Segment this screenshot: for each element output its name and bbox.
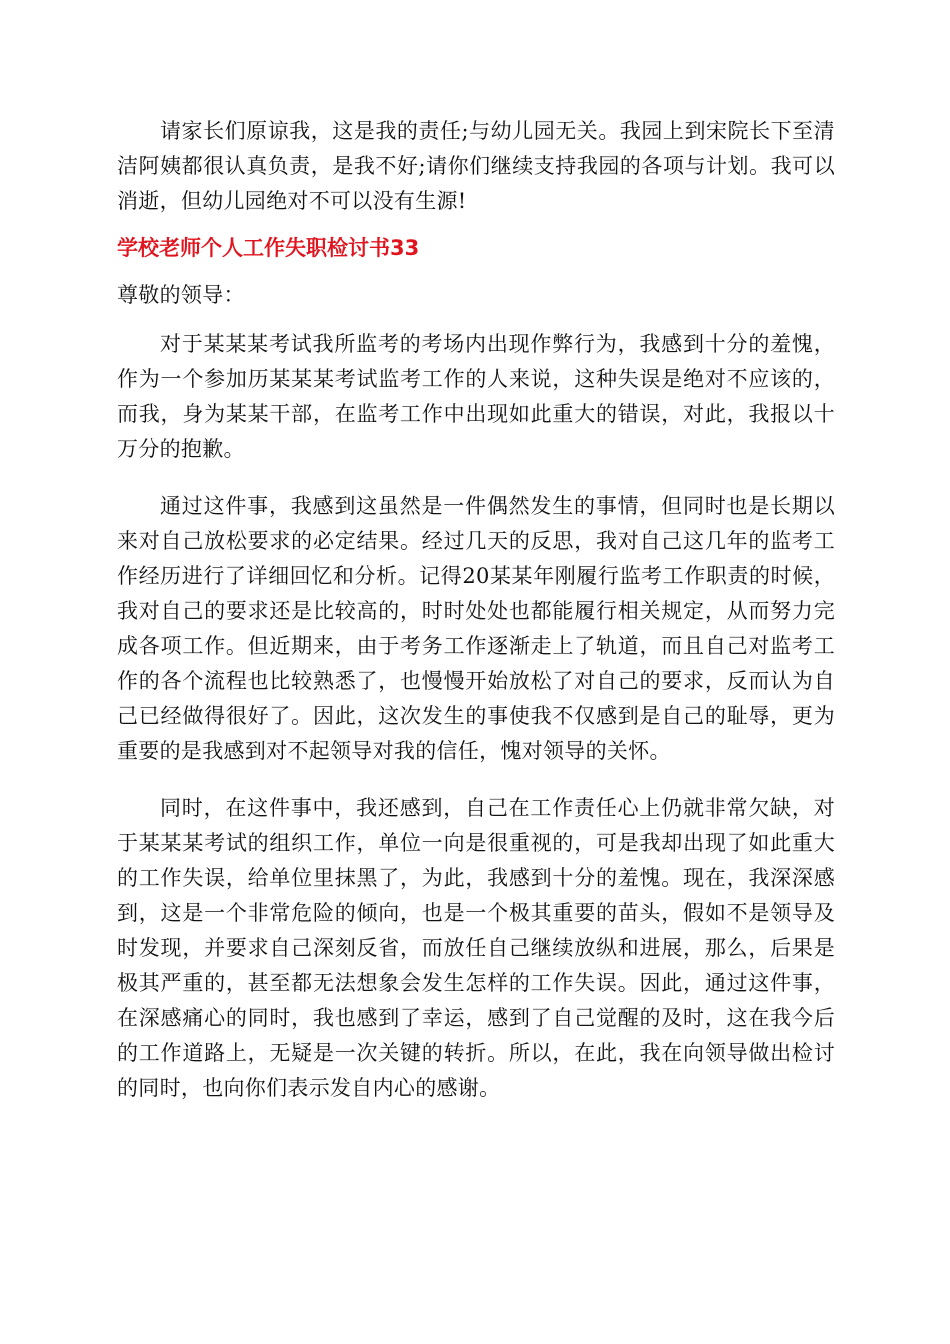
document-page: [117, 114, 835, 1106]
salutation: 尊敬的领导：: [117, 283, 245, 307]
body-paragraph-1: 对于某某某考试我所监考的考场内出现作弊行为，我感到十分的羞愧，作为一个参加历某某某考试监考工作的人来说，这种失误是绝对不应该的，而我，身为某某干部，在监考工作中出现如此重大的错误，对此，我报以十万分的抱歉。: [117, 332, 835, 461]
spacer: [117, 266, 835, 278]
spacer: [117, 769, 835, 791]
spacer: [117, 313, 835, 327]
body-paragraph-2: 通过这件事，我感到这虽然是一件偶然发生的事情，但同时也是长期以来对自己放松要求的必定结果。经过几天的反思，我对自己这几年的监考工作经历进行了详细回忆和分析。记得20某某年刚履行监考工作职责的时候，我对自己的要求还是比较高的，时时处处也都能履行相关规定，从而努力完成各项工作。但近期来，由于考务工作逐渐走上了轨道，而且自己对监考工作的各个流程也比较熟悉了，也慢慢开始放松了对自己的要求，反而认为自己已经做得很好了。因此，这次发生的事使我不仅感到是自己的耻辱，更为重要的是我感到对不起领导对我的信任，愧对领导的关怀。: [117, 494, 835, 763]
spacer: [117, 219, 835, 231]
section-heading: 学校老师个人工作失职检讨书33: [117, 236, 420, 260]
body-paragraph-3: 同时，在这件事中，我还感到，自己在工作责任心上仍就非常欠缺，对于某某某考试的组织工作，单位一向是很重视的，可是我却出现了如此重大的工作失误，给单位里抹黑了，为此，我感到十分的羞愧。现在，我深深感到，这是一个非常危险的倾向，也是一个极其重要的苗头，假如不是领导及时发现，并要求自己深刻反省，而放任自己继续放纵和进展，那么，后果是极其严重的，甚至都无法想象会发生怎样的工作失误。因此，通过这件事，在深感痛心的同时，我也感到了幸运，感到了自己觉醒的及时，这在我今后的工作道路上，无疑是一次关键的转折。所以，在此，我在向领导做出检讨的同时，也向你们表示发自内心的感谢。: [117, 796, 835, 1100]
intro-paragraph: 请家长们原谅我，这是我的责任;与幼儿园无关。我园上到宋院长下至清洁阿姨都很认真负责，是我不好;请你们继续支持我园的各项与计划。我可以消逝，但幼儿园绝对不可以没有生源!: [117, 119, 835, 213]
spacer: [117, 467, 835, 489]
